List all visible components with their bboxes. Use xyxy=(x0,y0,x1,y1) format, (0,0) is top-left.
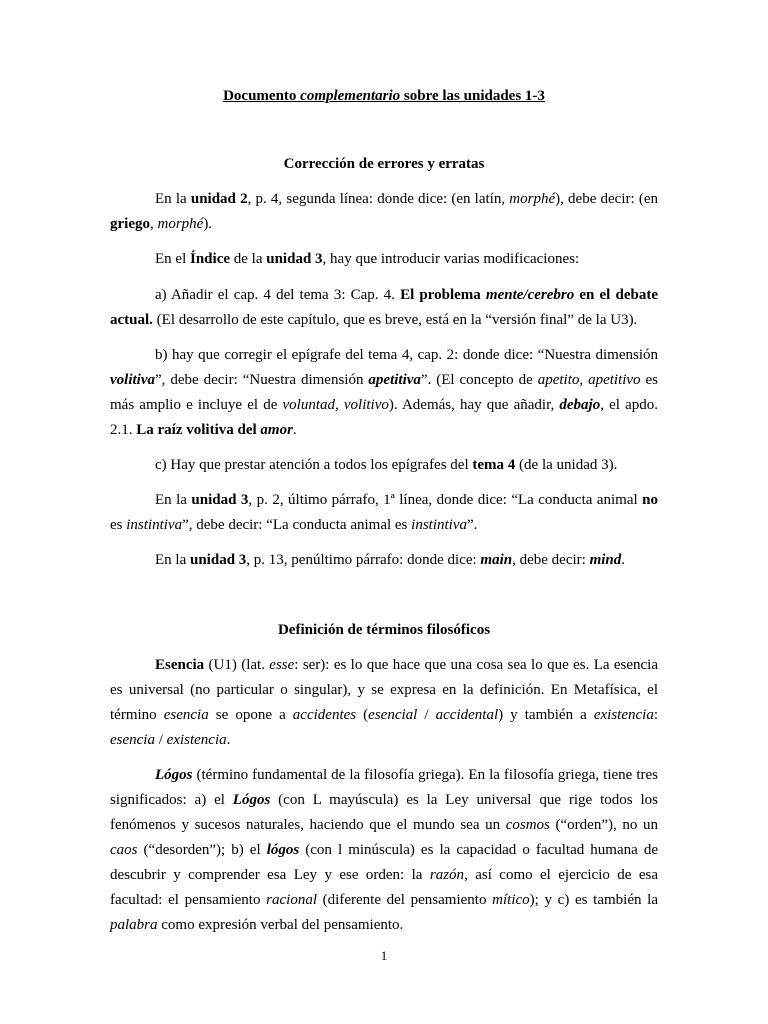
correction-paragraph-7 xyxy=(110,548,658,573)
text-run: ); y c) es también la xyxy=(529,892,659,908)
text-run: (de la unidad 3). xyxy=(515,457,618,473)
text-run: ”, debe decir: “Nuestra dimensión xyxy=(155,372,369,388)
text-run: En la xyxy=(155,552,190,568)
text-run: Índice xyxy=(190,251,231,267)
page-number: 1 xyxy=(380,948,388,963)
text-run: esencial xyxy=(368,707,418,723)
text-run: ”. (El concepto de xyxy=(420,372,538,388)
text-run: , así como el ejercicio de esa facultad: el pensamiento xyxy=(110,867,658,908)
text-run: esencia xyxy=(163,707,209,723)
text-run: unidad 2 xyxy=(190,191,248,207)
text-run: , hay que introducir varias modificaciones: xyxy=(322,251,580,267)
text-run: La raíz volitiva del xyxy=(136,422,261,438)
text-run: Esencia xyxy=(155,657,205,673)
text-run: (término fundamental de la filosofía griega). En la filosofía griega, tiene tres significados: a) el xyxy=(110,767,658,808)
correction-paragraph-5 xyxy=(110,453,658,478)
definition-logos xyxy=(110,763,658,938)
text-run: El problema xyxy=(400,287,486,303)
text-run: , p. 4, segunda línea: donde dice: (en latín, xyxy=(247,191,510,207)
text-run: razón xyxy=(429,867,465,883)
text-run: unidad 3 xyxy=(190,552,247,568)
text-run: Lógos xyxy=(155,767,193,783)
text-run: (El desarrollo de este capítulo, que es breve, está en la “versión final” de la U3). xyxy=(152,312,638,328)
correction-paragraph-1 xyxy=(110,187,658,237)
text-run: ( xyxy=(356,707,369,723)
text-run: tema 4 xyxy=(472,457,516,473)
text-run: esse xyxy=(269,657,295,673)
text-run: (U1) (lat. xyxy=(204,657,270,673)
title-part-1: Documento xyxy=(223,88,301,104)
correction-paragraph-6 xyxy=(110,488,658,538)
text-run: : xyxy=(653,707,659,723)
text-run: mente/cerebro xyxy=(485,287,575,303)
text-run: , p. 2, último párrafo, 1ª línea, donde dice: “La conducta animal xyxy=(248,492,643,508)
text-run: es más amplio e incluye el de xyxy=(110,372,659,413)
text-run: (“desorden”); b) el xyxy=(137,842,267,858)
text-run: volitiva xyxy=(110,372,155,388)
text-run: instintiva xyxy=(411,517,467,533)
text-run: en el debate actual. xyxy=(110,287,658,328)
text-run: En la xyxy=(155,191,191,207)
text-run: ) y también a xyxy=(498,707,594,723)
text-run: unidad 3 xyxy=(266,251,323,267)
text-run: instintiva xyxy=(126,517,183,533)
text-run: (con l minúscula) es la capacidad o facultad humana de descubrir y comprender esa Ley y ese orden: la xyxy=(110,842,658,883)
text-run: ”, debe decir: “La conducta animal es xyxy=(182,517,412,533)
text-run: es xyxy=(110,517,127,533)
text-run: caos xyxy=(110,842,138,858)
text-run: Lógos xyxy=(232,792,271,808)
text-run: morphé xyxy=(509,191,556,207)
text-run: griego xyxy=(110,216,150,232)
text-run: , el apdo. 2.1. xyxy=(110,397,658,438)
text-run: ). xyxy=(203,216,213,232)
text-run: mítico xyxy=(492,892,530,908)
text-run: b) hay que corregir el epígrafe del tema 4, cap. 2: donde dice: “Nuestra dimensión xyxy=(155,347,658,363)
text-run: no xyxy=(642,492,658,508)
document-title xyxy=(0,85,768,107)
text-run: voluntad, volitivo xyxy=(282,397,389,413)
text-run: a) Añadir el cap. 4 del tema 3: Cap. 4. xyxy=(155,287,401,303)
text-run: . xyxy=(292,422,297,438)
text-run: existencia xyxy=(593,707,654,723)
text-run: accidentes xyxy=(292,707,357,723)
text-run: ). Además, hay que añadir, xyxy=(388,397,560,413)
title-part-2: complementario xyxy=(300,88,401,104)
text-run: (con L mayúscula) es la Ley universal que rige todos los fenómenos y sucesos naturales, haciendo que el mundo sea un xyxy=(110,792,658,833)
text-run: . xyxy=(226,732,231,748)
text-run: amor xyxy=(260,422,293,438)
text-run: morphé xyxy=(157,216,204,232)
correction-paragraph-3 xyxy=(110,283,658,333)
text-run: unidad 3 xyxy=(191,492,249,508)
text-run: mind xyxy=(589,552,622,568)
text-run: (diferente del pensamiento xyxy=(317,892,493,908)
text-run: main xyxy=(480,552,513,568)
text-run: cosmos xyxy=(505,817,550,833)
correction-paragraph-2 xyxy=(110,247,658,272)
text-run: debajo xyxy=(559,397,601,413)
text-run: : ser): es lo que hace que una cosa sea lo que es. La esencia es universal (no particular o singular), y se expresa en la definición. En Metafísica, el término xyxy=(110,657,658,723)
text-run: , xyxy=(149,216,158,232)
text-run: racional xyxy=(266,892,317,908)
text-run: como expresión verbal del pensamiento. xyxy=(157,917,404,933)
text-run: , debe decir: xyxy=(512,552,590,568)
correction-paragraph-4 xyxy=(110,343,658,443)
text-run: palabra xyxy=(110,917,158,933)
text-run: se opone a xyxy=(208,707,293,723)
text-run: ), debe decir: (en xyxy=(555,191,659,207)
text-run: . xyxy=(621,552,625,568)
text-run: / xyxy=(154,732,167,748)
text-run: esencia xyxy=(110,732,155,748)
text-run: apetito, apetitivo xyxy=(537,372,641,388)
text-run: lógos xyxy=(266,842,300,858)
text-run: c) Hay que prestar atención a todos los epígrafes del xyxy=(155,457,473,473)
text-run: En la xyxy=(155,492,192,508)
text-run: apetitiva xyxy=(368,372,421,388)
section-heading-definitions: Definición de términos filosóficos xyxy=(277,622,491,638)
text-run: accidental xyxy=(435,707,499,723)
title-part-3: sobre las unidades 1-3 xyxy=(400,88,545,104)
text-run: existencia xyxy=(166,732,227,748)
text-run: (“orden”), no un xyxy=(549,817,658,833)
text-run: de la xyxy=(230,251,267,267)
text-run: / xyxy=(417,707,436,723)
text-run: En el xyxy=(155,251,190,267)
section-heading-corrections: Corrección de errores y erratas xyxy=(283,156,485,172)
text-run: , p. 13, penúltimo párrafo: donde dice: xyxy=(246,552,481,568)
document-title-underlined xyxy=(223,88,545,104)
definition-esencia xyxy=(110,653,658,753)
text-run: ”. xyxy=(467,517,478,533)
